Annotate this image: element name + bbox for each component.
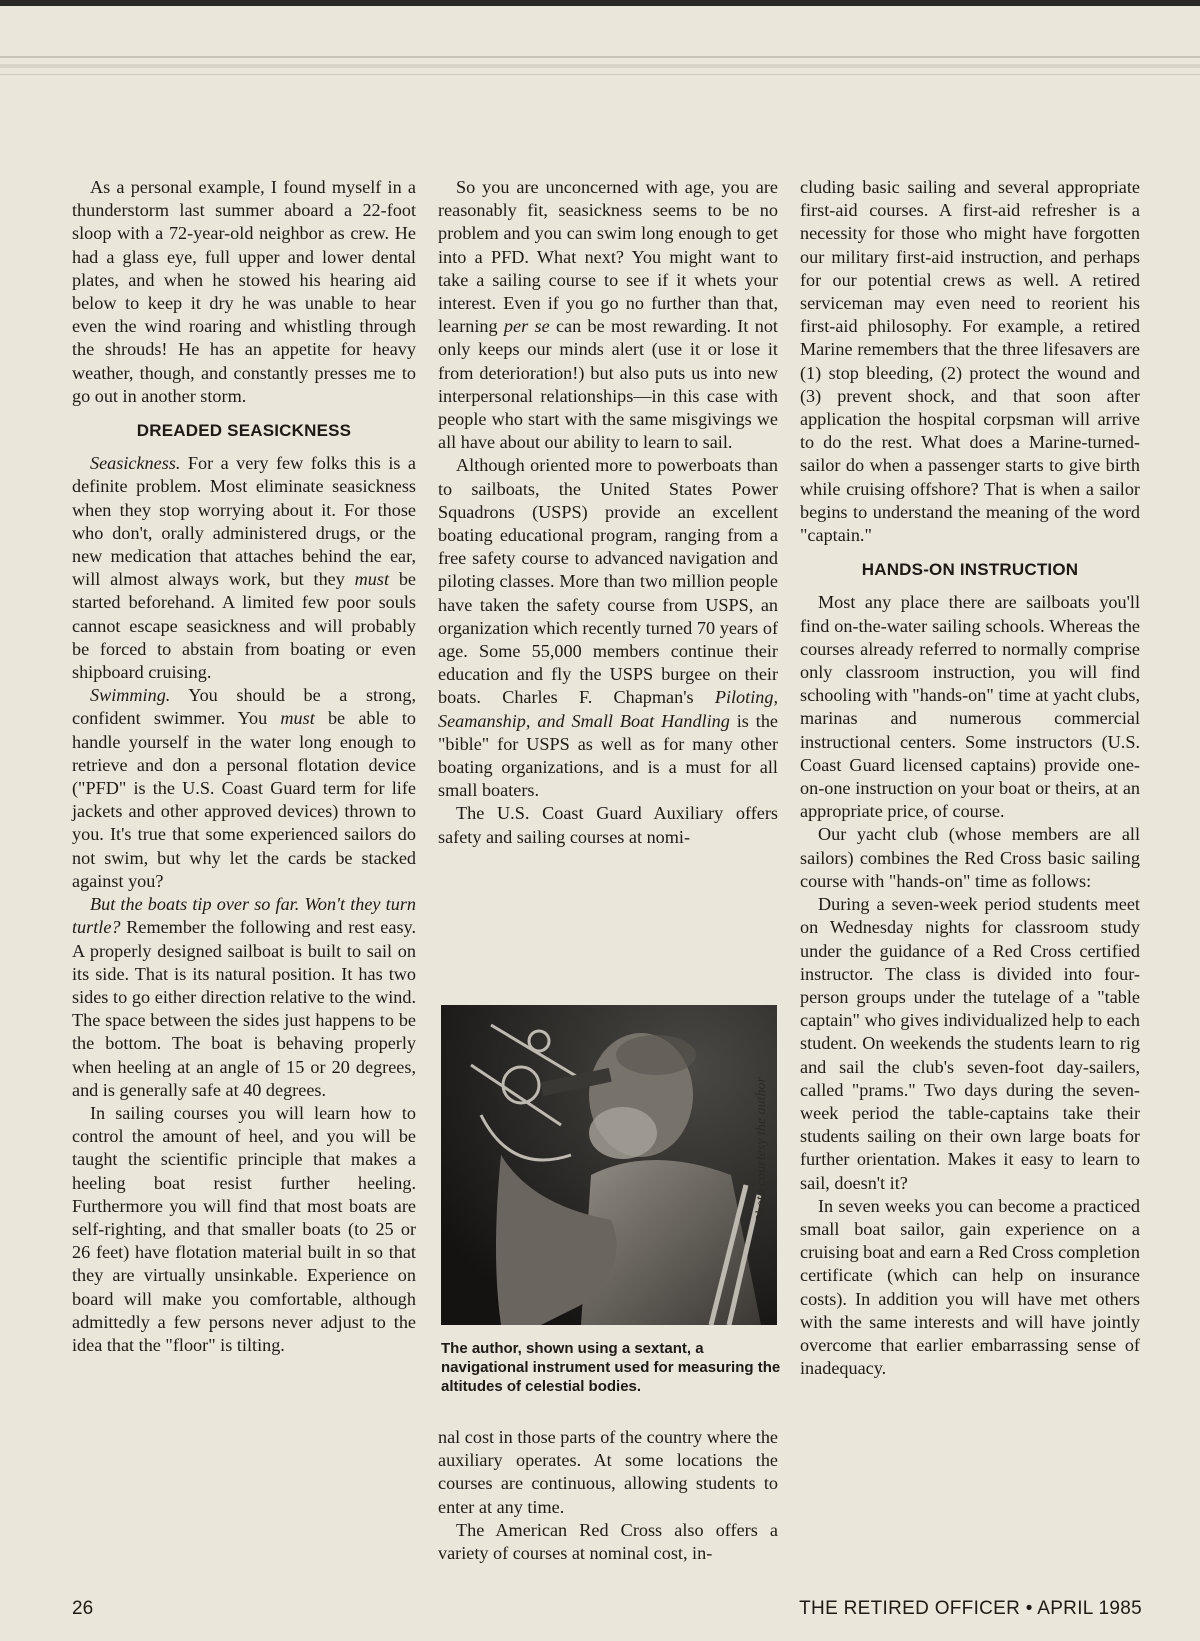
photo-credit: Photo courtesy the author xyxy=(754,1077,769,1223)
section-heading: HANDS-ON INSTRUCTION xyxy=(861,560,1079,580)
paragraph: Swimming. You should be a strong, confident swimmer. You must be able to handle yourself in the water long enough to retrieve and don a personal flotation device ("PFD" is the U.S. Coast Guard term for life jackets and other approved devices) thrown to you. It's true that some experienced sailors do not swim, but why let the cards be stacked against you? xyxy=(72,685,416,891)
paragraph: So you are unconcerned with age, you are reasonably fit, seasickness seems to be no problem and you can swim long enough to get into a PFD. What next? You might want to take a sailing course to see if it whets your interest. Even if you go no further than that, learning per se can be most rewarding. It not only keeps our minds alert (use it or lose it from deterioration!) but also puts us into new interpersonal relationships—in this case with people who start with the same misgivings we all have about our ability to learn to sail. xyxy=(438,177,778,453)
photo-caption: The author, shown using a sextant, a navigational instrument used for measuring the altitudes of celestial bodies. xyxy=(441,1340,781,1395)
paragraph: In sailing courses you will learn how to control the amount of heel, and you will be taught the scientific principle that makes a heeling boat resist further heeling. Furthermore you will find that most boats are self-righting, and that smaller boats (to 25 or 26 feet) have flotation material built in so that they are virtually unsinkable. Experience on board will make you comfortable, although admittedly a few persons never adjust to the idea that the "floor" is tilting. xyxy=(72,1102,416,1355)
publication-footer: THE RETIRED OFFICER • APRIL 1985 xyxy=(799,1598,1142,1619)
article-column-2 xyxy=(438,176,778,849)
paragraph: The U.S. Coast Guard Auxiliary offers safety and sailing courses at nomi- xyxy=(438,803,778,847)
section-heading: DREADED SEASICKNESS xyxy=(136,421,352,441)
paragraph: The American Red Cross also offers a variety of courses at nominal cost, in- xyxy=(438,1519,778,1564)
paragraph: But the boats tip over so far. Won't they turn turtle? Remember the following and rest easy. A properly designed sailboat is built to sail on its side. That is its natural position. It has two sides to go either direction relative to the wind. The space between the sides just happens to be the bottom. The boat is behaving properly when heeling at an angle of 15 or 20 degrees, and is generally safe at 40 degrees. xyxy=(72,894,416,1100)
paragraph: Although oriented more to powerboats than to sailboats, the United States Power Squadrons (USPS) provide an excellent boating educational program, ranging from a free safety course to advanced navigation and piloting classes. More than two million people have taken the safety course from USPS, an organization which recently turned 70 years of age. Some 55,000 members continue their education and fly the USPS burgee on their boats. Charles F. Chapman's Piloting, Seamanship, and Small Boat Handling is the "bible" for USPS as well as for many other boating organizations, and is a must for all small boaters. xyxy=(438,455,779,801)
run-in-head: Swimming. xyxy=(90,685,171,706)
author-sextant-photo xyxy=(441,1005,777,1325)
header-rule xyxy=(0,64,1200,68)
paragraph: In seven weeks you can become a practiced small boat sailor, gain experience on a cruising boat and earn a Red Cross completion certificate (which can help on insurance costs). In addition you will have met others with the same interests and will have jointly overcome that earlier embarrassing sense of inadequacy. xyxy=(800,1195,1140,1379)
paragraph: Seasickness. For a very few folks this is a definite problem. Most eliminate seasickness when they stop worrying about it. For those who don't, orally administered drugs, or the new medication that attaches behind the ear, will almost always work, but they must be started beforehand. A limited few poor souls cannot escape seasickness and will probably be forced to abstain from boating or even shipboard cruising. xyxy=(72,453,416,683)
paragraph: As a personal example, I found myself in a thunderstorm last summer aboard a 22-foot sloop with a 72-year-old neighbor as crew. He had a glass eye, full upper and lower dental plates, and when he stowed his hearing aid below to keep it dry he was unable to hear even the wind roaring and whistling through the shrouds! He has an appetite for heavy weather, though, and constantly presses me to go out in another storm. xyxy=(72,177,416,406)
header-rule xyxy=(0,56,1200,58)
article-column-3 xyxy=(800,176,1140,1380)
run-in-head: Seasickness. xyxy=(90,453,181,474)
run-in-head: But the boats tip over so far. Won't they turn turtle? xyxy=(72,894,416,938)
sextant-photo-illustration xyxy=(441,1005,777,1325)
article-column-1 xyxy=(72,176,416,1357)
paragraph: Our yacht club (whose members are all sailors) combines the Red Cross basic sailing course with "hands-on" time as follows: xyxy=(800,824,1140,891)
paragraph: Most any place there are sailboats you'll find on-the-water sailing schools. Whereas the courses already referred to normally comprise only classroom instruction, you will find schooling with "hands-on" time at yacht clubs, marinas and numerous commercial instructional centers. Some instructors (U.S. Coast Guard licensed captains) provide one-on-one instruction on your boat or theirs, at an appropriate price, of course. xyxy=(800,592,1140,822)
top-band xyxy=(0,0,1200,6)
article-column-2-continued xyxy=(438,1426,778,1565)
paragraph: cluding basic sailing and several appropriate first-aid courses. A first-aid refresher is a necessity for those who might have forgotten our military first-aid instruction, and perhaps for our potential crews as well. A retired serviceman may even need to reorient his first-aid philosophy. For example, a retired Marine remembers that the three lifesavers are (1) stop bleeding, (2) protect the wound and (3) prevent shock, and that soon after application the hospital corpsman will arrive to do the rest. What does a Marine-turned-sailor do when a passenger starts to give birth while cruising offshore? That is when a sailor begins to understand the meaning of the word "captain." xyxy=(800,177,1140,546)
page-number: 26 xyxy=(72,1598,94,1619)
paragraph: During a seven-week period students meet on Wednesday nights for classroom study under the guidance of a Red Cross certified instructor. The class is divided into four-person groups under the tutelage of a "table captain" who gives individualized help to each student. On weekends the students learn to rig and sail the club's seven-foot day-sailers, called "prams." Two days during the seven-week period the table-captains take their students sailing on their own large boats for further orientation. Makes it easy to learn to sail, doesn't it? xyxy=(800,894,1140,1193)
paragraph: nal cost in those parts of the country where the auxiliary operates. At some locations the courses are continuous, allowing students to enter at any time. xyxy=(438,1427,778,1517)
header-rule xyxy=(0,74,1200,75)
